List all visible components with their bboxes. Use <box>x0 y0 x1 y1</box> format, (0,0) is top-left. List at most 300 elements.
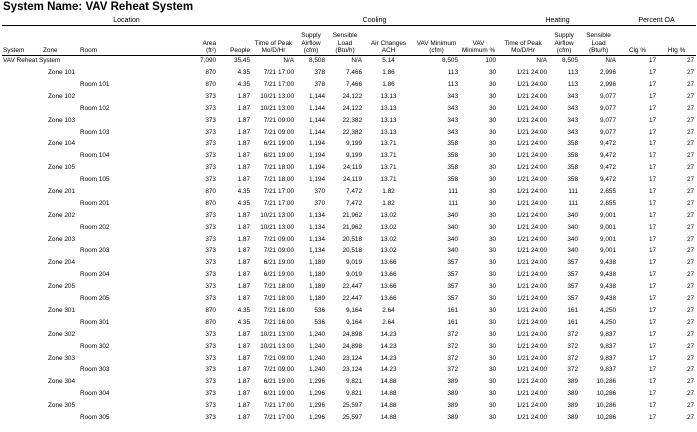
cell-room: Room 305 <box>80 413 110 421</box>
cell-heating-airflow: 389 <box>567 413 579 421</box>
cell-system <box>2 270 42 282</box>
cell-heating-airflow: 357 <box>567 271 579 279</box>
cell-room <box>79 67 199 79</box>
cell-clg-pct: 17 <box>648 342 657 350</box>
cell-ach: 13.66 <box>380 283 397 291</box>
cell-cooling-time: 6/21 19:00 <box>263 259 295 267</box>
cell-vav-min-pct: 30 <box>488 164 497 172</box>
cell-cooling-airflow: 1,296 <box>309 390 326 398</box>
cell-vav-min-cfm: 357 <box>447 271 459 279</box>
cell-system <box>2 246 42 258</box>
cell-people: 4.35 <box>237 318 251 326</box>
cell-ach: 1.86 <box>382 69 395 77</box>
cell-heating-time: 1/21 24:00 <box>516 164 548 172</box>
cell-vav-min-cfm: 357 <box>447 295 459 303</box>
cell-cooling-time: 7/21 17:00 <box>263 413 295 421</box>
cell-cooling-time: 10/21 13:00 <box>260 92 295 100</box>
cell-system <box>2 353 42 365</box>
cell-htg-pct: 27 <box>686 271 695 279</box>
cell-ach: 5.14 <box>382 57 395 65</box>
cell-vav-min-cfm: 372 <box>447 366 459 374</box>
cell-clg-pct: 17 <box>648 283 657 291</box>
cell-htg-pct: 27 <box>686 81 695 89</box>
cell-system <box>2 365 42 377</box>
cell-heating-time: 1/21 24:00 <box>516 223 548 231</box>
cell-area: 373 <box>205 390 216 398</box>
cell-system <box>2 210 42 222</box>
cell-cooling-time: 7/21 17:00 <box>263 188 295 196</box>
cell-heating-airflow: 8,505 <box>562 57 579 65</box>
cell-cooling-load: 25,597 <box>342 413 363 421</box>
cell-room: Room 303 <box>80 366 110 374</box>
cell-room: Room 204 <box>80 271 110 279</box>
table-row <box>2 186 696 198</box>
cell-vav-min-cfm: 340 <box>447 235 459 243</box>
cell-ach: 14.88 <box>380 390 397 398</box>
cell-heating-time: 1/21 24:00 <box>516 413 548 421</box>
cell-heating-time: 1/21 24:00 <box>516 235 548 243</box>
cell-htg-pct: 27 <box>686 235 695 243</box>
cell-people: 1.87 <box>237 152 251 160</box>
cell-area: 373 <box>205 104 216 112</box>
cell-clg-pct: 17 <box>648 235 657 243</box>
col-vav-min-pct: VAV Minimum % <box>461 39 496 55</box>
cell-people: 1.87 <box>237 235 251 243</box>
cell-zone <box>42 293 79 305</box>
col-zone: Zone <box>43 47 58 55</box>
cell-heating-airflow: 340 <box>567 223 579 231</box>
cell-heating-time: 1/21 24:00 <box>516 188 548 196</box>
cell-htg-pct: 27 <box>686 176 695 184</box>
cell-cooling-airflow: 536 <box>314 306 326 314</box>
cell-htg-pct: 27 <box>686 247 695 255</box>
cell-zone: Zone 204 <box>48 259 76 267</box>
cell-clg-pct: 17 <box>648 354 657 362</box>
cell-heating-load: 9,472 <box>600 164 617 172</box>
cell-heating-airflow: 111 <box>568 199 579 207</box>
cell-vav-min-cfm: 8,505 <box>442 57 459 65</box>
table-row <box>2 388 696 400</box>
cell-people: 1.87 <box>237 116 251 124</box>
cell-cooling-time: 6/21 19:00 <box>263 271 295 279</box>
cell-vav-min-pct: 30 <box>488 92 497 100</box>
cell-cooling-time: 10/21 13:00 <box>260 330 295 338</box>
cell-room <box>79 91 199 103</box>
table-row <box>2 317 696 329</box>
cell-clg-pct: 17 <box>648 188 657 196</box>
cell-room <box>79 281 199 293</box>
cell-system <box>2 341 42 353</box>
cell-room <box>79 258 199 270</box>
cell-system <box>2 198 42 210</box>
table-row <box>2 353 696 365</box>
cell-vav-min-cfm: 343 <box>447 104 459 112</box>
cell-htg-pct: 27 <box>686 378 695 386</box>
cell-heating-load: 9,001 <box>600 211 617 219</box>
table-row <box>2 127 696 139</box>
report-title: System Name: VAV Reheat System <box>3 1 194 13</box>
cell-vav-min-cfm: 372 <box>447 354 459 362</box>
cell-cooling-time: 7/21 09:00 <box>263 366 295 374</box>
cell-system <box>2 163 42 175</box>
cell-people: 4.35 <box>237 69 251 77</box>
cell-system <box>2 139 42 151</box>
cell-ach: 2.64 <box>382 306 395 314</box>
cell-heating-airflow: 357 <box>567 295 579 303</box>
cell-htg-pct: 27 <box>686 330 695 338</box>
cell-cooling-airflow: 8,508 <box>309 57 326 65</box>
vav-system-table <box>2 15 696 424</box>
cell-heating-time: 1/21 24:00 <box>516 211 548 219</box>
table-row <box>2 270 696 282</box>
cell-clg-pct: 17 <box>648 318 657 326</box>
cell-cooling-load: 22,447 <box>342 283 363 291</box>
cell-clg-pct: 17 <box>648 92 657 100</box>
cell-vav-min-pct: 30 <box>488 295 497 303</box>
col-clg-pct: Clg % <box>629 47 647 55</box>
cell-cooling-time: 10/21 13:00 <box>260 342 295 350</box>
cell-ach: 13.66 <box>380 271 397 279</box>
cell-ach: 1.82 <box>382 199 395 207</box>
group-location: Location <box>2 15 252 26</box>
cell-room <box>79 56 199 68</box>
cell-vav-min-pct: 30 <box>488 188 497 196</box>
cell-people: 1.87 <box>237 378 251 386</box>
cell-zone <box>42 103 79 115</box>
cell-clg-pct: 17 <box>648 247 657 255</box>
cell-vav-min-pct: 30 <box>488 413 497 421</box>
cell-cooling-airflow: 1,240 <box>309 342 326 350</box>
cell-zone <box>42 174 79 186</box>
cell-cooling-time: 7/21 17:00 <box>263 199 295 207</box>
cell-people: 1.87 <box>237 330 251 338</box>
col-cooling-load: Sensible Load (Btu/h) <box>332 31 358 55</box>
cell-heating-load: 9,438 <box>600 271 617 279</box>
cell-cooling-load: 25,597 <box>342 402 363 410</box>
cell-heating-load: N/A <box>605 57 617 65</box>
cell-zone <box>42 151 79 163</box>
cell-system <box>2 377 42 389</box>
table-body <box>2 56 696 425</box>
cell-cooling-time: 7/21 18:00 <box>263 176 295 184</box>
cell-heating-time: 1/21 24:00 <box>516 69 548 77</box>
cell-heating-load: 10,286 <box>596 402 617 410</box>
cell-cooling-time: 7/21 09:00 <box>263 116 295 124</box>
cell-zone <box>42 317 79 329</box>
cell-ach: 1.86 <box>382 81 395 89</box>
cell-cooling-airflow: 1,296 <box>309 402 326 410</box>
col-htg-pct: Htg % <box>667 47 686 55</box>
cell-cooling-load: 20,518 <box>342 235 363 243</box>
cell-zone: Zone 101 <box>48 69 76 77</box>
cell-system <box>2 388 42 400</box>
cell-heating-time: 1/21 24:00 <box>516 378 548 386</box>
cell-people: 1.87 <box>237 413 251 421</box>
cell-ach: 13.13 <box>380 128 397 136</box>
cell-cooling-time: 7/21 09:00 <box>263 235 295 243</box>
cell-vav-min-cfm: 161 <box>447 306 459 314</box>
cell-room: Room 301 <box>80 318 110 326</box>
cell-htg-pct: 27 <box>686 199 695 207</box>
cell-room: Room 302 <box>80 342 110 350</box>
cell-cooling-load: 9,019 <box>346 271 363 279</box>
cell-heating-time: 1/21 24:00 <box>516 354 548 362</box>
cell-vav-min-cfm: 372 <box>447 330 459 338</box>
cell-heating-time: 1/21 24:00 <box>516 152 548 160</box>
cell-heating-time: 1/21 24:00 <box>516 366 548 374</box>
cell-clg-pct: 17 <box>648 81 657 89</box>
cell-heating-airflow: 389 <box>567 402 579 410</box>
cell-heating-time: 1/21 24:00 <box>516 342 548 350</box>
cell-htg-pct: 27 <box>686 318 695 326</box>
cell-people: 1.87 <box>237 354 251 362</box>
cell-people: 4.35 <box>237 188 251 196</box>
cell-people: 1.87 <box>237 271 251 279</box>
cell-cooling-airflow: 370 <box>314 188 326 196</box>
cell-people: 1.87 <box>237 104 251 112</box>
cell-heating-airflow: 358 <box>567 164 579 172</box>
cell-people: 1.87 <box>237 295 251 303</box>
cell-ach: 14.88 <box>380 378 397 386</box>
cell-vav-min-cfm: 343 <box>447 92 459 100</box>
cell-ach: 14.88 <box>380 402 397 410</box>
cell-heating-airflow: 343 <box>567 92 579 100</box>
cell-heating-time: 1/21 24:00 <box>516 247 548 255</box>
cell-ach: 13.02 <box>380 211 397 219</box>
cell-heating-time: 1/21 24:00 <box>516 104 548 112</box>
cell-htg-pct: 27 <box>686 283 695 291</box>
cell-cooling-time: 6/21 19:00 <box>263 390 295 398</box>
cell-cooling-load: 24,119 <box>342 176 363 184</box>
cell-vav-min-pct: 30 <box>488 318 497 326</box>
cell-heating-airflow: 389 <box>567 390 579 398</box>
cell-area: 373 <box>205 164 216 172</box>
table-row <box>2 400 696 412</box>
cell-vav-min-pct: 30 <box>488 176 497 184</box>
table-row <box>2 91 696 103</box>
cell-area: 373 <box>205 330 216 338</box>
cell-ach: 13.71 <box>380 152 397 160</box>
cell-clg-pct: 17 <box>648 104 657 112</box>
cell-cooling-time: 6/21 19:00 <box>263 152 295 160</box>
col-heating-time: Time of Peak Mo/D/Hr <box>504 39 542 55</box>
cell-vav-min-cfm: 111 <box>448 188 459 196</box>
cell-heating-time: 1/21 24:00 <box>516 116 548 124</box>
cell-heating-load: 9,438 <box>600 283 617 291</box>
col-area: Area (ft²) <box>202 39 216 55</box>
cell-heating-time: 1/21 24:00 <box>516 283 548 291</box>
cell-clg-pct: 17 <box>648 116 657 124</box>
cell-cooling-load: 9,199 <box>346 152 363 160</box>
table-row <box>2 305 696 317</box>
cell-cooling-airflow: 1,194 <box>309 176 326 184</box>
cell-cooling-time: 7/21 09:00 <box>263 247 295 255</box>
cell-clg-pct: 17 <box>648 69 657 77</box>
cell-heating-airflow: 372 <box>567 354 579 362</box>
cell-htg-pct: 27 <box>686 152 695 160</box>
cell-clg-pct: 17 <box>648 330 657 338</box>
cell-cooling-load: 24,898 <box>342 330 363 338</box>
cell-vav-min-pct: 30 <box>488 81 497 89</box>
cell-vav-min-pct: 100 <box>485 57 497 65</box>
cell-ach: 1.82 <box>382 188 395 196</box>
cell-system <box>2 186 42 198</box>
cell-heating-time: 1/21 24:00 <box>516 199 548 207</box>
col-vav-min-cfm: VAV Minimum (cfm) <box>416 39 457 55</box>
cell-clg-pct: 17 <box>648 378 657 386</box>
cell-cooling-airflow: 1,194 <box>309 152 326 160</box>
cell-vav-min-cfm: 389 <box>447 402 459 410</box>
cell-cooling-load: 24,122 <box>342 104 363 112</box>
cell-heating-load: 9,077 <box>600 104 617 112</box>
cell-cooling-time: 6/21 19:00 <box>263 140 295 148</box>
cell-heating-airflow: 113 <box>567 69 579 77</box>
cell-system <box>2 151 42 163</box>
cell-ach: 13.02 <box>380 223 397 231</box>
cell-cooling-load: 7,472 <box>346 199 363 207</box>
cell-vav-min-pct: 30 <box>488 402 497 410</box>
table-row <box>2 246 696 258</box>
cell-system: VAV Reheat System <box>3 57 61 65</box>
cell-zone <box>42 412 79 424</box>
group-cooling: Cooling <box>252 15 498 26</box>
cell-area: 373 <box>205 128 216 136</box>
cell-ach: 13.66 <box>380 259 397 267</box>
cell-vav-min-pct: 30 <box>488 259 497 267</box>
col-heating-airflow: Supply Airflow (cfm) <box>554 31 574 55</box>
cell-vav-min-cfm: 358 <box>447 152 459 160</box>
cell-cooling-time: 7/21 17:00 <box>263 402 295 410</box>
cell-heating-time: 1/21 24:00 <box>516 271 548 279</box>
table-row <box>2 210 696 222</box>
cell-heating-time: 1/21 24:00 <box>516 318 548 326</box>
cell-cooling-time: 10/21 13:00 <box>260 104 295 112</box>
cell-vav-min-pct: 30 <box>488 128 497 136</box>
cell-zone <box>42 246 79 258</box>
table-row <box>2 234 696 246</box>
col-cooling-airflow: Supply Airflow (cfm) <box>301 31 321 55</box>
cell-heating-load: 9,077 <box>600 116 617 124</box>
cell-cooling-load: 7,466 <box>346 81 363 89</box>
cell-room: Room 103 <box>80 128 110 136</box>
cell-system <box>2 222 42 234</box>
cell-area: 373 <box>205 378 216 386</box>
cell-room <box>79 186 199 198</box>
cell-htg-pct: 27 <box>686 223 695 231</box>
cell-system <box>2 329 42 341</box>
cell-room <box>79 353 199 365</box>
cell-ach: 13.13 <box>380 92 397 100</box>
cell-system <box>2 317 42 329</box>
cell-ach: 13.66 <box>380 295 397 303</box>
cell-ach: 14.23 <box>380 342 397 350</box>
cell-zone <box>42 365 79 377</box>
cell-heating-load: 10,286 <box>596 390 617 398</box>
cell-room: Room 102 <box>80 104 110 112</box>
cell-cooling-time: 7/21 16:00 <box>263 318 295 326</box>
cell-cooling-time: 10/21 13:00 <box>260 223 295 231</box>
cell-ach: 13.71 <box>380 176 397 184</box>
col-room: Room <box>80 47 98 55</box>
cell-zone <box>42 127 79 139</box>
cell-cooling-time: 7/21 17:00 <box>263 81 295 89</box>
col-heating-load: Sensible Load (Btu/h) <box>586 31 611 55</box>
cell-ach: 14.23 <box>380 366 397 374</box>
cell-zone <box>42 222 79 234</box>
cell-heating-load: 9,472 <box>600 152 617 160</box>
cell-heating-load: 4,250 <box>600 306 617 314</box>
cell-htg-pct: 27 <box>686 188 695 196</box>
cell-ach: 13.13 <box>380 116 397 124</box>
cell-vav-min-pct: 30 <box>488 211 497 219</box>
cell-people: 1.87 <box>237 211 251 219</box>
cell-heating-airflow: 358 <box>567 176 579 184</box>
cell-room: Room 202 <box>80 223 110 231</box>
cell-area: 870 <box>205 199 216 207</box>
cell-vav-min-pct: 30 <box>488 390 497 398</box>
cell-area: 373 <box>205 366 216 374</box>
cell-clg-pct: 17 <box>648 57 657 65</box>
table-row <box>2 281 696 293</box>
cell-system <box>2 412 42 424</box>
cell-vav-min-pct: 30 <box>488 104 497 112</box>
cell-cooling-airflow: 1,134 <box>309 247 326 255</box>
table-row <box>2 341 696 353</box>
cell-zone <box>42 79 79 91</box>
cell-cooling-airflow: 1,134 <box>309 211 326 219</box>
cell-heating-load: 9,837 <box>600 330 617 338</box>
cell-system <box>2 127 42 139</box>
cell-vav-min-pct: 30 <box>488 378 497 386</box>
cell-cooling-airflow: 1,134 <box>309 223 326 231</box>
cell-clg-pct: 17 <box>648 199 657 207</box>
cell-zone: Zone 103 <box>48 116 76 124</box>
cell-heating-airflow: 357 <box>567 283 579 291</box>
cell-people: 1.87 <box>237 140 251 148</box>
cell-cooling-airflow: 1,144 <box>309 92 326 100</box>
cell-system <box>2 103 42 115</box>
col-ach: Air Changes ACH <box>370 39 407 55</box>
cell-cooling-airflow: 378 <box>314 81 326 89</box>
cell-cooling-time: 7/21 09:00 <box>263 128 295 136</box>
cell-area: 373 <box>205 152 216 160</box>
cell-heating-load: 9,438 <box>600 295 617 303</box>
cell-cooling-load: N/A <box>351 57 363 65</box>
cell-vav-min-pct: 30 <box>488 199 497 207</box>
cell-people: 1.87 <box>237 128 251 136</box>
cell-heating-load: 10,286 <box>596 413 617 421</box>
cell-htg-pct: 27 <box>686 69 695 77</box>
cell-heating-load: 2,996 <box>600 81 617 89</box>
cell-cooling-load: 22,382 <box>342 116 363 124</box>
cell-system <box>2 234 42 246</box>
group-heating: Heating <box>498 15 618 26</box>
cell-area: 373 <box>205 235 216 243</box>
col-system: System <box>3 47 25 55</box>
cell-area: 7,090 <box>200 57 216 65</box>
cell-room <box>79 210 199 222</box>
cell-system <box>2 400 42 412</box>
cell-vav-min-cfm: 161 <box>447 318 459 326</box>
cell-cooling-airflow: 1,240 <box>309 366 326 374</box>
cell-heating-load: 2,655 <box>600 199 617 207</box>
cell-people: 1.87 <box>237 164 251 172</box>
cell-cooling-time: 10/21 13:00 <box>260 211 295 219</box>
cell-cooling-airflow: 1,144 <box>309 116 326 124</box>
cell-htg-pct: 27 <box>686 354 695 362</box>
cell-people: 1.87 <box>237 342 251 350</box>
cell-area: 373 <box>205 402 216 410</box>
